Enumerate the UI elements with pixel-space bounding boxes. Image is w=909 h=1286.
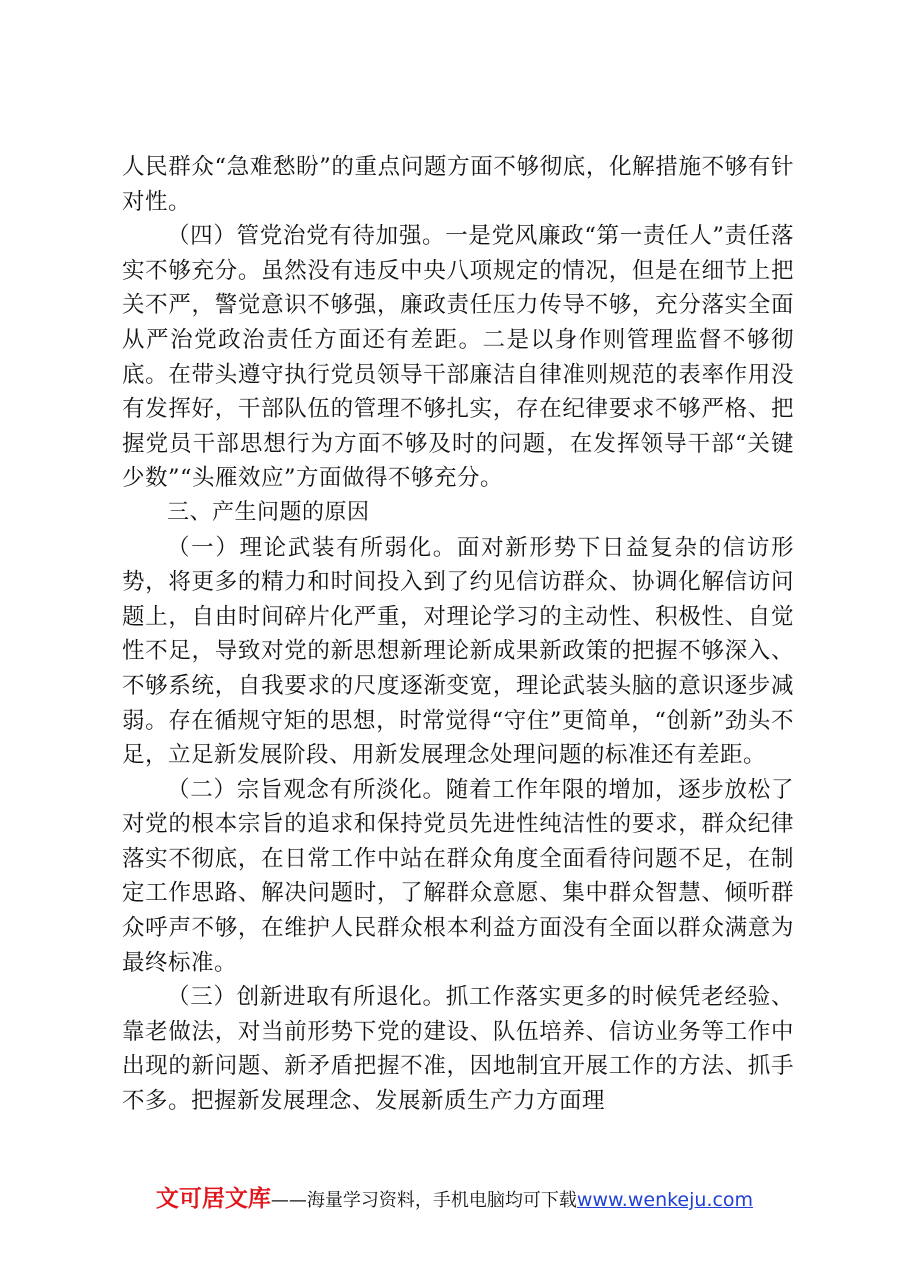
paragraph-party-governance: （四）管党治党有待加强。一是党风廉政“第一责任人”责任落实不够充分。虽然没有违反中央八项规定的情况，但是在细节上把关不严，警觉意识不够强，廉政责任压力传导不够，充分落实全面从严治党政治责任方面还有差距。二是以身作则管理监督不够彻底。在带头遵守执行党员领导干部廉洁自律准则规范的表率作用没有发挥好，干部队伍的管理不够扎实，存在纪律要求不够严格、把握党员干部思想行为方面不够及时的问题，在发挥领导干部“关键少数”“头雁效应”方面做得不够充分。: [122, 223, 794, 492]
paragraph-purpose: （二）宗旨观念有所淡化。随着工作年限的增加，逐步放松了对党的根本宗旨的追求和保持党员先进性纯洁性的要求，群众纪律落实不彻底，在日常工作中站在群众角度全面看待问题不足，在制定工作思路、解决问题时，了解群众意愿、集中群众智慧、倾听群众呼声不够，在维护人民群众根本利益方面没有全面以群众满意为最终标准。: [122, 776, 794, 976]
footer-tagline: ——海量学习资料，手机电脑均可下载: [270, 1190, 577, 1211]
paragraph-continuation: 人民群众“急难愁盼”的重点问题方面不够彻底，化解措施不够有针对性。: [122, 154, 794, 215]
paragraph-innovation: （三）创新进取有所退化。抓工作落实更多的时候凭老经验、靠老做法，对当前形势下党的建设、队伍培养、信访业务等工作中出现的新问题、新矛盾把握不准，因地制宜开展工作的方法、抓手不多。把握新发展理念、发展新质生产力方面理: [122, 984, 794, 1115]
section-heading-causes: 三、产生问题的原因: [167, 499, 370, 525]
footer-url-link[interactable]: www.wenkeju.com: [576, 1189, 754, 1211]
footer-watermark: [0, 1180, 909, 1213]
paragraph-theory: （一）理论武装有所弱化。面对新形势下日益复杂的信访形势，将更多的精力和时间投入到了约见信访群众、协调化解信访问题上，自由时间碎片化严重，对理论学习的主动性、积极性、自觉性不足，导致对党的新思想新理论新成果新政策的把握不够深入、不够系统，自我要求的尺度逐渐变宽，理论武装头脑的意识逐步减弱。存在循规守矩的思想，时常觉得“守住”更简单，“创新”劲头不足，立足新发展阶段、用新发展理念处理问题的标准还有差距。: [122, 534, 794, 769]
footer-brand: 文可居文库: [155, 1186, 271, 1212]
document-body: [122, 150, 794, 1119]
